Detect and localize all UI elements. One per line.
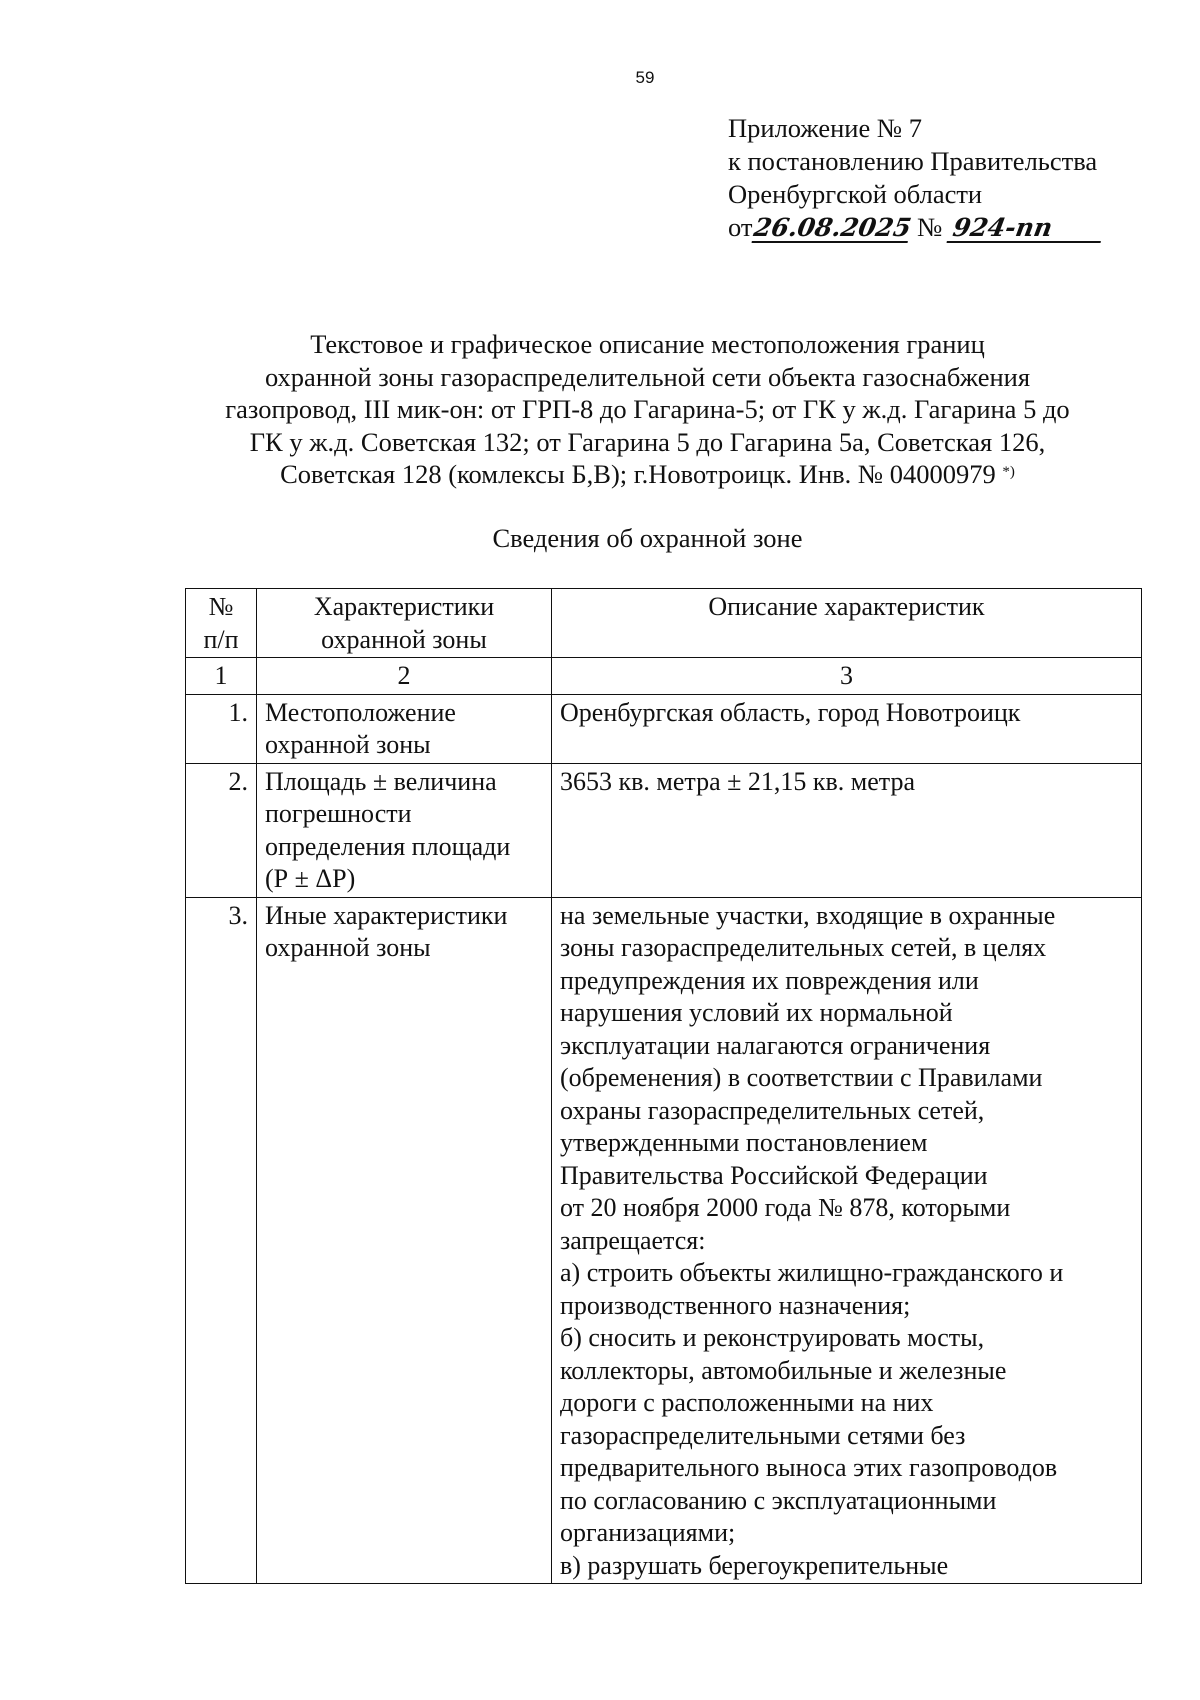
cell-line: газораспределительными сетями без — [560, 1420, 966, 1450]
date-prefix: от — [728, 212, 753, 242]
cell-line: охраны газораспределительных сетей, — [560, 1095, 985, 1125]
handwritten-number: 924-пп — [947, 215, 1106, 243]
cell-line: по согласованию с эксплуатационными — [560, 1485, 997, 1515]
title-line: охранной зоны газораспределительной сети объекта газоснабжения — [264, 361, 1031, 392]
row-number: 2. — [186, 763, 257, 897]
cell-line: от 20 ноября 2000 года № 878, которыми — [560, 1193, 1011, 1222]
appendix-region-line: Оренбургской области — [728, 179, 983, 209]
cell-line: зоны газораспределительных сетей, в целях — [560, 933, 1047, 962]
cell-line: предупреждения их повреждения или — [560, 965, 979, 995]
row-description — [552, 763, 1142, 897]
page-number: 59 — [635, 68, 655, 87]
cell-line: Правительства Российской Федерации — [560, 1160, 988, 1190]
numbering-cell: 2 — [257, 658, 552, 695]
footnote-mark: *) — [1002, 464, 1015, 480]
appendix-date-number-line — [728, 211, 1103, 244]
title-line: Советская 128 (комлексы Б,В); г.Новотроицк. Инв. № 04000979 — [280, 459, 996, 489]
table-row — [186, 694, 1142, 763]
row-characteristic — [257, 694, 552, 763]
header-description: Описание характеристик — [552, 589, 1142, 658]
cell-line: Площадь ± величина — [265, 766, 497, 796]
handwritten-date: 26.08.2025 — [752, 213, 914, 242]
cell-line: Оренбургская область, город Новотроицк — [560, 697, 1021, 727]
row-number: 3. — [186, 897, 257, 1584]
table-row — [186, 897, 1142, 1584]
table-header-row — [186, 589, 1142, 658]
cell-line: эксплуатации налагаются ограничения — [560, 1030, 991, 1060]
cell-line: запрещается: — [560, 1225, 706, 1255]
title-line: Текстовое и графическое описание местоположения границ — [310, 329, 985, 359]
numbering-cell: 1 — [186, 658, 257, 695]
appendix-header — [728, 112, 1103, 244]
cell-line: предварительного выноса этих газопроводов — [560, 1453, 1058, 1482]
cell-line: охранной зоны — [265, 933, 431, 962]
section-subtitle: Сведения об охранной зоне — [492, 523, 803, 553]
number-prefix: № — [917, 212, 943, 242]
cell-line: а) строить объекты жилищно-гражданского и — [560, 1258, 1064, 1287]
row-description — [552, 694, 1142, 763]
cell-line: производственного назначения; — [560, 1290, 911, 1320]
table-numbering-row — [186, 658, 1142, 695]
header-text: охранной зоны — [321, 624, 487, 654]
header-text: № — [208, 592, 234, 621]
table-row — [186, 763, 1142, 897]
header-text: п/п — [203, 624, 239, 654]
title-line: ГК у ж.д. Советская 132; от Гагарина 5 до Гагарина 5а, Советская 126, — [249, 426, 1046, 457]
header-characteristic — [257, 589, 552, 658]
cell-line: организациями; — [560, 1518, 736, 1547]
zone-info-table — [185, 588, 1142, 1584]
cell-line: Местоположение — [265, 697, 456, 727]
numbering-cell: 3 — [552, 658, 1142, 695]
cell-line: в) разрушать берегоукрепительные — [560, 1550, 949, 1580]
row-description — [552, 897, 1142, 1584]
cell-line: погрешности — [265, 799, 412, 828]
header-number — [186, 589, 257, 658]
cell-line: (Р ± ΔР) — [265, 864, 356, 893]
header-text: Характеристики — [313, 592, 495, 621]
row-number: 1. — [186, 694, 257, 763]
cell-line: (обременения) в соответствии с Правилами — [560, 1063, 1043, 1092]
cell-line: нарушения условий их нормальной — [560, 998, 953, 1027]
appendix-resolution-line: к постановлению Правительства — [728, 146, 1098, 176]
row-characteristic — [257, 897, 552, 1584]
cell-line: 3653 кв. метра ± 21,15 кв. метра — [560, 766, 916, 796]
row-characteristic — [257, 763, 552, 897]
cell-line: на земельные участки, входящие в охранные — [560, 900, 1056, 930]
cell-line: Иные характеристики — [265, 900, 508, 930]
cell-line: дороги с расположенными на них — [560, 1388, 934, 1417]
cell-line: утвержденными постановлением — [560, 1128, 928, 1157]
cell-line: коллекторы, автомобильные и железные — [560, 1355, 1007, 1385]
document-title — [140, 328, 1155, 491]
cell-line: охранной зоны — [265, 730, 431, 759]
title-line: газопровод, III мик-он: от ГРП-8 до Гагарина-5; от ГК у ж.д. Гагарина 5 до — [225, 394, 1070, 424]
appendix-title: Приложение № 7 — [728, 113, 923, 143]
title-line-last — [140, 458, 1155, 491]
cell-line: определения площади — [265, 831, 511, 861]
cell-line: б) сносить и реконструировать мосты, — [560, 1323, 985, 1352]
